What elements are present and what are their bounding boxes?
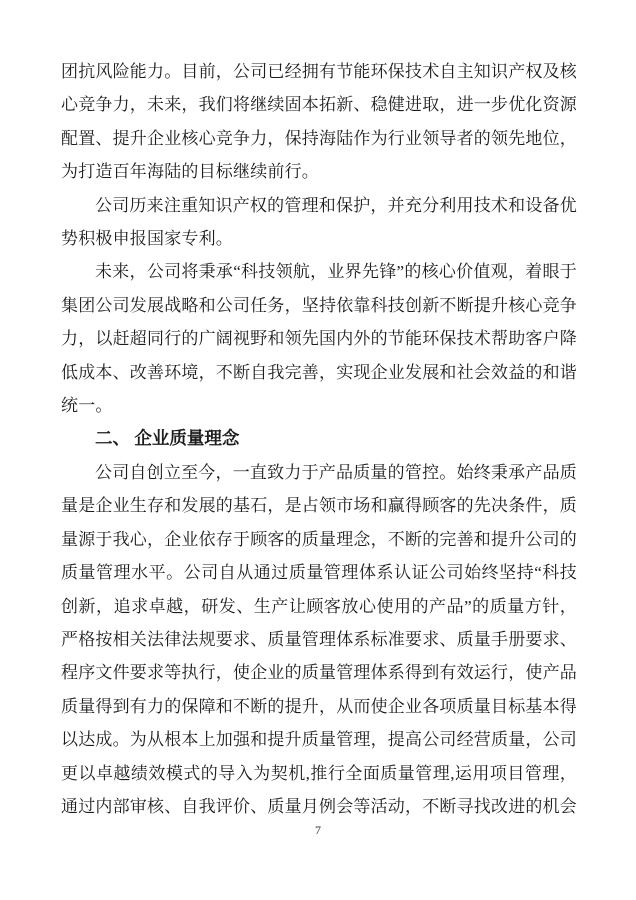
paragraph-patents: 公司历来注重知识产权的管理和保护，并充分利用技术和设备优势积极申报国家专利。: [61, 195, 577, 249]
paragraph-continuation: 团抗风险能力。目前，公司已经拥有节能环保技术自主知识产权及核心竞争力，未来，我们将继续固本拓新、稳健进取，进一步优化资源配置、提升企业核心竞争力，保持海陆作为行业领导者的领先地位，为打造百年海陆的目标继续前行。: [61, 62, 577, 182]
paragraph-quality-management: 公司自创立至今，一直致力于产品质量的管控。始终秉承产品质量是企业生存和发展的基石，是占领市场和赢得顾客的先决条件，质量源于我心，企业依存于顾客的质量理念，不断的完善和提升公司的质量管理水平。公司自从通过质量管理体系认证公司始终坚持“科技创新，追求卓越，研发、生产让顾客放心使用的产品”的质量方针，严格按相关法律法规要求、质量管理体系标准要求、质量手册要求、程序文件要求等执行，使企业的质量管理体系得到有效运行，使产品质量得到有力的保障和不断的提升，从而使企业各项质量目标基本得以达成。为从根本上加强和提升质量管理，提高公司经营质量，公司更以卓越绩效模式的导入为契机,推行全面质量管理,运用项目管理，通过内部审核、自我评价、质量月例会等活动，不断寻找改进的机会: [61, 462, 577, 816]
page-number: 7: [315, 823, 321, 837]
section-heading-quality-concept: 二、 企业质量理念: [95, 428, 240, 449]
paragraph-core-values: 未来，公司将秉承“科技领航，业界先锋”的核心价值观，着眼于集团公司发展战略和公司任务，坚持依靠科技创新不断提升核心竞争力，以赶超同行的广阔视野和领先国内外的节能环保技术帮助客户降低成本、改善环境，不断自我完善，实现企业发展和社会效益的和谐统一。: [61, 262, 577, 416]
text-block: [61, 55, 577, 823]
